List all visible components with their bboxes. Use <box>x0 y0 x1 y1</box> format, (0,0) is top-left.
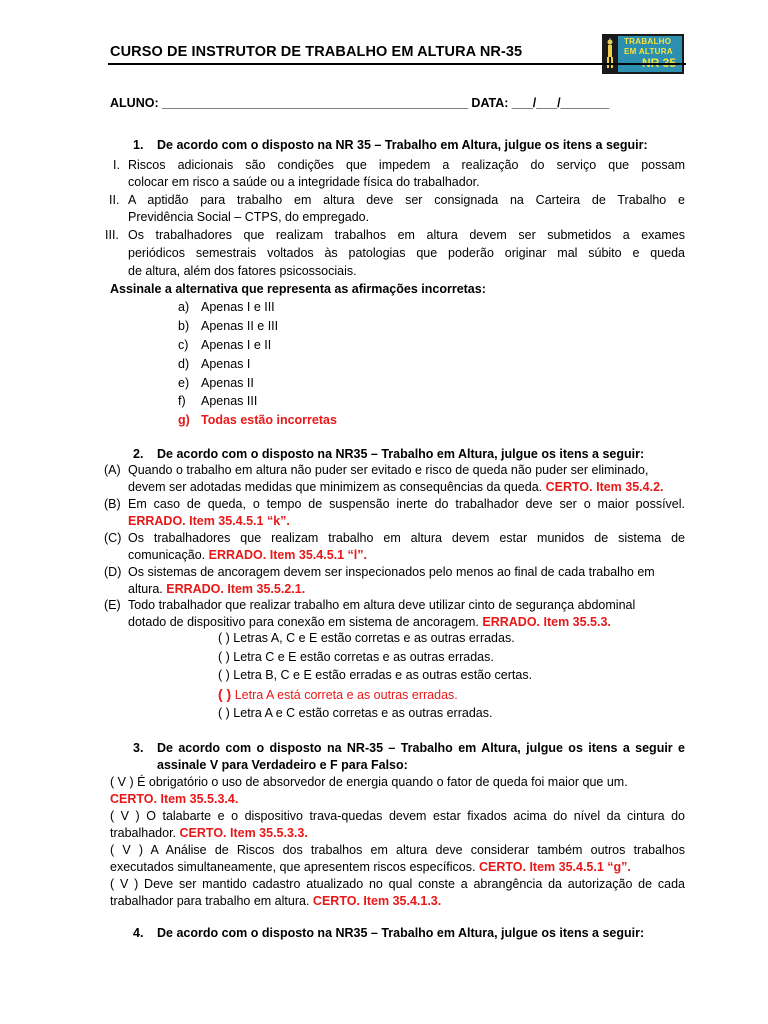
q1-option-letter: b) <box>178 319 190 333</box>
q3-prompt: assinale V para Verdadeiro e F para Falso: <box>157 758 408 772</box>
q2-item-text-cont <box>128 581 305 597</box>
q1-item-text: colocar em risco a saúde ou a integridade física do trabalhador. <box>128 175 480 189</box>
q1-option-letter: a) <box>178 300 190 314</box>
q3-item-answer: CERTO. Item 35.4.5.1 “g”. <box>478 860 631 874</box>
q2-option-mark: ( ) <box>218 706 230 720</box>
q1-option-letter: d) <box>178 357 190 371</box>
q2-option-text: Letra B, C e E estão erradas e as outras estão certas. <box>233 668 533 682</box>
q1-option-text: Apenas II e III <box>201 319 279 333</box>
q1-item-text: Os trabalhadores que realizam trabalhos em altura devem ser submetidos a exames <box>128 228 685 242</box>
q2-item-letter: (E) <box>104 598 121 612</box>
q2-option <box>218 705 492 721</box>
q2-option-mark: ( ) <box>218 650 230 664</box>
q3-item-answer: CERTO. Item 35.5.3.4. <box>110 792 239 806</box>
document-title: CURSO DE INSTRUTOR DE TRABALHO EM ALTURA NR-35 <box>110 44 523 60</box>
q3-number: 3. <box>133 741 144 755</box>
q1-item-text: de altura, além dos fatores psicossociais. <box>128 264 357 278</box>
q1-item-text: Riscos adicionais são condições que impedem a realização do serviço que possam <box>128 158 685 172</box>
q3-prompt: De acordo com o disposto na NR-35 – Trabalho em Altura, julgue os itens a seguir e <box>157 741 685 755</box>
q1-option-letter: f) <box>178 394 186 408</box>
q1-option-text: Apenas II <box>201 376 254 390</box>
q2-item-text: Os sistemas de ancoragem devem ser inspecionados pelo menos ao final de cada trabalho em <box>128 565 655 579</box>
q1-number: 1. <box>133 138 144 152</box>
q1-option-text: Apenas I e III <box>201 300 275 314</box>
q1-instruction: Assinale a alternativa que representa as afirmações incorretas: <box>110 282 486 296</box>
q2-item-answer: CERTO. Item 35.4.2. <box>545 480 664 494</box>
q2-option <box>218 630 515 646</box>
q2-number: 2. <box>133 447 144 461</box>
q3-item-text: trabalhador. <box>110 826 177 840</box>
q3-item-answer: CERTO. Item 35.5.3.3. <box>179 826 308 840</box>
q3-item-text-cont <box>110 825 308 841</box>
student-name-date-line: ALUNO: ____________________________________________ DATA: ___/___/_______ <box>110 96 610 110</box>
q3-item-answer: CERTO. Item 35.4.1.3. <box>312 894 442 908</box>
q2-item-text-cont <box>128 479 664 495</box>
q2-item-text: devem ser adotadas medidas que minimizem as consequências da queda. <box>128 480 543 494</box>
q2-option-mark: ( ) <box>218 631 230 645</box>
logo-text-line2: EM ALTURA <box>624 47 673 56</box>
q2-option-text: Letra C e E estão corretas e as outras erradas. <box>233 650 494 664</box>
q1-item-text: A aptidão para trabalho em altura deve ser consignada na Carteira de Trabalho e <box>128 193 685 207</box>
course-logo <box>602 34 684 74</box>
q2-item-answer: ERRADO. Item 35.5.2.1. <box>166 582 306 596</box>
header-rule <box>108 63 686 65</box>
q1-prompt: De acordo com o disposto na NR 35 – Trabalho em Altura, julgue os itens a seguir: <box>157 138 648 152</box>
q2-item-text: altura. <box>128 582 163 596</box>
q3-item-text-cont <box>110 893 441 909</box>
q1-option-text: Apenas I <box>201 357 251 371</box>
q2-item-text: dotado de dispositivo para conexão em sistema de ancoragem. <box>128 615 479 629</box>
q3-item-text: executados simultaneamente, que apresentem riscos específicos. <box>110 860 476 874</box>
q2-item-letter: (A) <box>104 463 121 477</box>
q1-option-letter-correct: g) <box>178 413 190 427</box>
q3-item-text: ( V ) A Análise de Riscos dos trabalhos em altura deve considerar também outros trabalhos <box>110 843 685 857</box>
q2-option-mark: ( ) <box>218 668 230 682</box>
q2-item-letter: (D) <box>104 565 122 579</box>
q3-item-text: ( V ) Deve ser mantido cadastro atualizado no qual conste a abrangência da autorização de cada <box>110 877 685 891</box>
q1-option-letter: c) <box>178 338 189 352</box>
q4-number: 4. <box>133 926 144 940</box>
q1-option-letter: e) <box>178 376 190 390</box>
q3-item-text: ( V ) É obrigatório o uso de absorvedor de energia quando o fator de queda foi maior que um. <box>110 775 628 789</box>
q2-item-text: Quando o trabalho em altura não puder ser evitado e risco de queda não puder ser eliminado, <box>128 463 649 477</box>
q1-item-text: Previdência Social – CTPS, do empregado. <box>128 210 370 224</box>
q2-item-answer: ERRADO. Item 35.4.5.1 “k”. <box>128 514 290 528</box>
q2-option-text: Letra A e C estão corretas e as outras erradas. <box>233 706 493 720</box>
q2-prompt: De acordo com o disposto na NR35 – Trabalho em Altura, julgue os itens a seguir: <box>157 447 645 461</box>
q3-item-text: trabalhador para trabalho em altura. <box>110 894 310 908</box>
q2-item-text: Os trabalhadores que realizam trabalho em altura devem estar munidos de sistema de <box>128 531 685 545</box>
q1-item-number: III. <box>105 228 119 242</box>
q1-item-number: I. <box>113 158 120 172</box>
q2-option <box>218 667 532 683</box>
q3-item-text-cont <box>110 859 631 875</box>
q2-item-letter: (C) <box>104 531 122 545</box>
q3-item-text: ( V ) O talabarte e o dispositivo trava-quedas devem estar fixados acima do nível da cintura do <box>110 809 685 823</box>
q2-option-correct <box>218 686 458 703</box>
q2-item-text-cont <box>128 547 367 563</box>
q2-item-answer: ERRADO. Item 35.4.5.1 “l”. <box>208 548 367 562</box>
q2-option-text: Letra A está correta e as outras erradas. <box>234 688 458 702</box>
q1-item-text: periódicos semestrais voltados às patologias que poderão originar mal súbito e queda <box>128 246 685 260</box>
q2-item-text: Em caso de queda, o tempo de suspensão inerte do trabalhador deve ser o maior possível. <box>128 497 685 511</box>
q4-prompt: De acordo com o disposto na NR35 – Trabalho em Altura, julgue os itens a seguir: <box>157 926 645 940</box>
q2-item-answer: ERRADO. Item 35.5.3. <box>482 615 611 629</box>
q2-item-text: comunicação. <box>128 548 206 562</box>
q2-item-text: Todo trabalhador que realizar trabalho em altura deve utilizar cinto de segurança abdominal <box>128 598 636 612</box>
q2-option-text: Letras A, C e E estão corretas e as outras erradas. <box>233 631 515 645</box>
q1-item-number: II. <box>109 193 120 207</box>
q2-item-text-cont <box>128 614 611 630</box>
logo-text-line1: TRABALHO <box>624 37 672 46</box>
q1-option-text: Apenas III <box>201 394 258 408</box>
q1-option-text-correct: Todas estão incorretas <box>201 413 337 427</box>
q2-item-letter: (B) <box>104 497 121 511</box>
q1-option-text: Apenas I e II <box>201 338 272 352</box>
q2-option <box>218 649 494 665</box>
q2-option-mark: ( ) <box>218 686 232 702</box>
worker-silhouette-icon <box>604 38 616 70</box>
